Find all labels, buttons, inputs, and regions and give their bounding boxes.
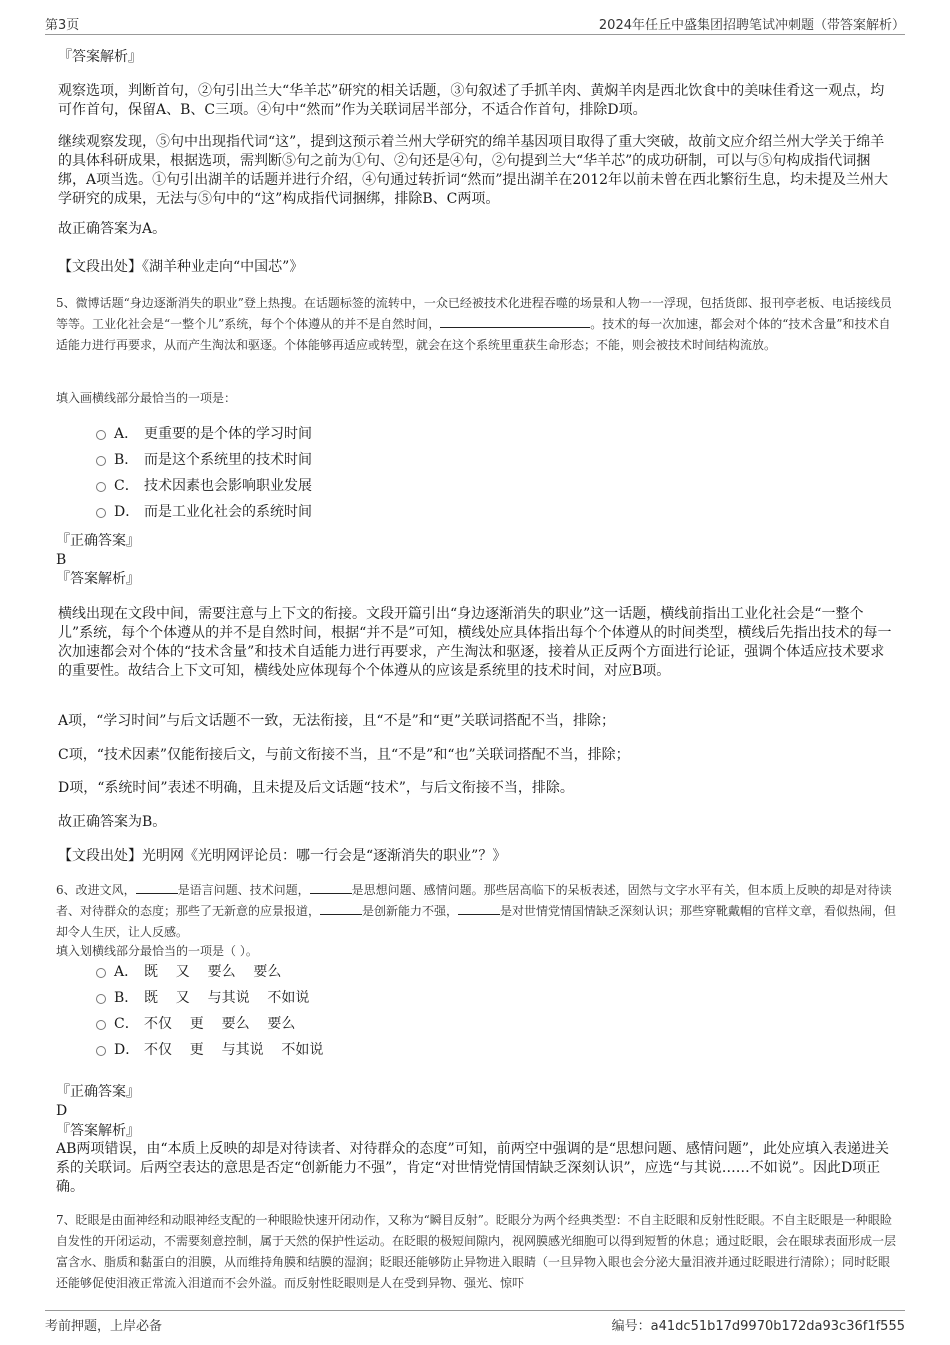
analysis-paragraph: 观察选项，判断首句，②句引出兰大“华羊芯”研究的相关话题，③句叙述了手抓羊肉、黄焖羊肉是西北饮食中的美味佳肴这一观点，均可作首句，保留A、B、C三项。④句中“然而”作为关联词居半部分，不适合作首句，排除D项。 (58, 83, 885, 118)
source-citation: 【文段出处】《湖羊种业走向“中国芯”》 (58, 259, 304, 275)
document-code: 编号：a41dc51b17d9970b172da93c36f1f555 (611, 1319, 905, 1334)
analysis-paragraph: C项，“技术因素”仅能衔接后文，与前文衔接不当，且“不是”和“也”关联词搭配不当，排除； (58, 747, 630, 763)
radio-icon[interactable] (96, 1020, 106, 1030)
analysis-paragraph: D项，“系统时间”表述不明确，且未提及后文话题“技术”，与后文衔接不当，排除。 (58, 780, 574, 796)
correct-answer: B (56, 552, 67, 568)
answer-blank (458, 902, 500, 915)
correct-answer-label: 『正确答案』 (56, 533, 140, 549)
answer-blank (136, 881, 178, 894)
question-stem: 6、改进文风， 是语言问题、技术问题， 是思想问题、感情问题。那些居高临下的呆板表述，固然与文字水平有关，但本质上反映的却是对待读者、对待群众的态度；那些了无新意的应景报道， 是创新能力不强， 是对世情党情国情缺乏深刻认识；那些穿靴戴帽的官样文章，看似热闹，但却令人生厌，让人反感。 (56, 883, 897, 939)
question-stem: 5、微博话题“身边逐渐消失的职业”登上热搜。在话题标签的流转中，一众已经被技术化进程吞噬的场景和人物一一浮现，包括货郎、报刊亭老板、电话接线员等等。工业化社会是“一整个儿”系统，每个个体遵从的并不是自然时间， 。技术的每一次加速，都会对个体的“技术含量”和技术自适能力进行再要求，从而产生淘汰和驱逐。个体能够再适应或转型，就会在这个系统里重获生命形态；不能，则会被技术时间结构流放。 (56, 296, 892, 352)
radio-icon[interactable] (96, 430, 106, 440)
radio-icon[interactable] (96, 482, 106, 492)
conclusion: 故正确答案为A。 (58, 221, 167, 237)
answer-blank (310, 881, 352, 894)
answer-blank (440, 315, 590, 328)
analysis-label: 『答案解析』 (56, 1123, 140, 1139)
document-title: 2024年任丘中盛集团招聘笔试冲刺题（带答案解析） (598, 18, 905, 33)
radio-icon[interactable] (96, 1046, 106, 1056)
analysis-label: 『答案解析』 (56, 571, 140, 587)
analysis-paragraph: AB两项错误，由“本质上反映的却是对待读者、对待群众的态度”可知，前两空中强调的是“思想问题、感情问题”，此处应填入表递进关系的关联词。后两空表达的意思是否定“创新能力不强”，肯定“对世情党情国情缺乏深刻认识”，应选“与其说……不如说”。因此D项正确。 (56, 1141, 890, 1195)
radio-icon[interactable] (96, 968, 106, 978)
answer-blank (320, 902, 362, 915)
page-footer (45, 1310, 905, 1335)
analysis-paragraph: 横线出现在文段中间，需要注意与上下文的衔接。文段开篇引出“身边逐渐消失的职业”这一话题，横线前指出工业化社会是“一整个儿”系统，每个个体遵从的并不是自然时间，根据“并不是”可知，横线处应具体指出每个个体遵从的时间类型，横线后先指出技术的每一次加速都会对个体的“技术含量”和技术自适能力进行再要求，产生淘汰和驱逐，接着从正反两个方面进行论证，强调个体适应技术要求的重要性。故结合上下文可知，横线处应体现每个个体遵从的应该是系统里的技术时间，对应B项。 (58, 606, 892, 679)
question-prompt: 填入画横线部分最恰当的一项是： (56, 391, 237, 405)
correct-answer: D (56, 1103, 68, 1119)
question-prompt: 填入划横线部分最恰当的一项是（ ）。 (56, 944, 258, 958)
analysis-paragraph: A项，“学习时间”与后文话题不一致，无法衔接，且“不是”和“更”关联词搭配不当，排除； (58, 713, 616, 729)
correct-answer-label: 『正确答案』 (56, 1084, 140, 1100)
question-stem: 7、眨眼是由面神经和动眼神经支配的一种眼睑快速开闭动作，又称为“瞬目反射”。眨眼分为两个经典类型：不自主眨眼和反射性眨眼。不自主眨眼是一种眼睑自发性的开闭运动，不需要刻意控制，属于天然的保护性运动。在眨眼的极短间隙内，视网膜感光细胞可以得到短暂的休息；通过眨眼，会在眼球表面形成一层富含水、脂质和黏蛋白的泪膜，从而维持角膜和结膜的湿润；眨眼还能够防止异物进入眼睛（一旦异物入眼也会分泌大量泪液并通过眨眼进行清除）；同时眨眼还能够促使泪液正常流入泪道而不会外溢。而反射性眨眼则是人在受到异物、强光、惊吓 (56, 1213, 897, 1290)
analysis-paragraph: 继续观察发现，⑤句中出现指代词“这”，提到这预示着兰州大学研究的绵羊基因项目取得了重大突破，故前文应介绍兰州大学关于绵羊的具体科研成果，根据选项，需判断⑤句之前为①句、②句还是④句，②句提到兰大“华羊芯”的成功研制，可以与⑤句构成指代词捆绑，A项当选。①句引出湖羊的话题并进行介绍，④句通过转折词“然而”提出湖羊在2012年以前未曾在西北繁衍生息，均未提及兰州大学研究的成果，无法与⑤句中的“这”构成指代词捆绑，排除B、C两项。 (58, 134, 889, 207)
source-citation: 【文段出处】光明网《光明网评论员：哪一行会是“逐渐消失的职业”？》 (58, 848, 507, 864)
page-number: 第3页 (45, 18, 80, 33)
conclusion: 故正确答案为B。 (58, 814, 167, 830)
radio-icon[interactable] (96, 994, 106, 1004)
radio-icon[interactable] (96, 508, 106, 518)
footer-slogan: 考前押题，上岸必备 (45, 1319, 163, 1334)
page-header (45, 12, 905, 35)
analysis-label: 『答案解析』 (58, 49, 142, 65)
radio-icon[interactable] (96, 456, 106, 466)
